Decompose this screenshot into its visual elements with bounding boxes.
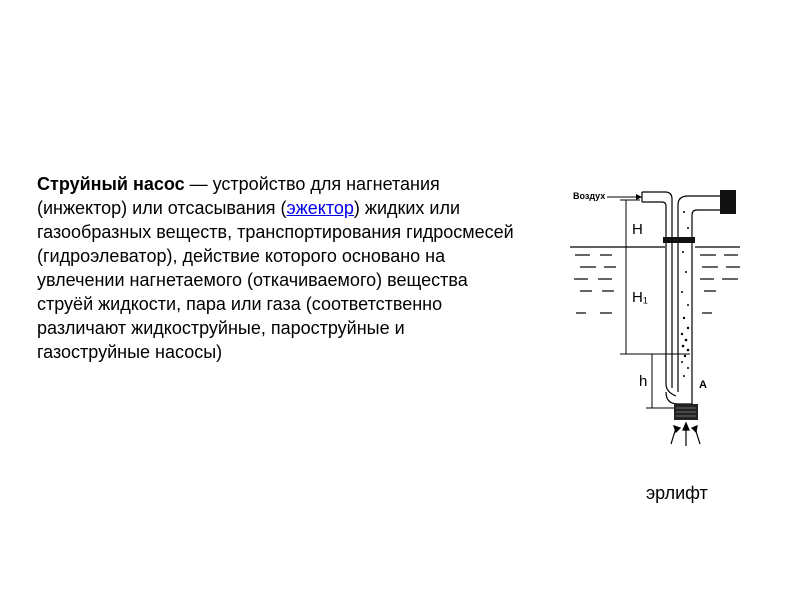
- label-H: H: [632, 221, 643, 238]
- figure-caption: эрлифт: [646, 483, 708, 503]
- dimension-lines: [620, 200, 690, 408]
- definition-paragraph: [37, 172, 522, 364]
- inflow-arrows: [671, 423, 700, 446]
- outlet-cap: [720, 190, 736, 214]
- definition-text-end: ) жидких или газообразных веществ, транспортирования гидросмесей (гидроэлеватор), действие которого основано на увлечении нагнетаемого (откачиваемого) вещества струёй жидкости, пара или газа (соответственно различают жидкоструйные, пароструйные и газоструйные насосы): [37, 198, 514, 362]
- airlift-diagram: [560, 180, 760, 450]
- air-label: Воздух: [573, 191, 606, 201]
- definition-text-start: — устройство для нагнетания (инжектор) или отсасывания (: [37, 174, 440, 218]
- lift-pipe: [666, 196, 722, 404]
- air-arrow-head: [636, 194, 642, 200]
- term-title: Струйный насос: [37, 174, 185, 194]
- pipe-collar: [663, 237, 695, 243]
- label-A: A: [699, 379, 707, 391]
- label-h: h: [639, 373, 648, 390]
- air-bubbles: [681, 211, 690, 377]
- water-surface: [570, 247, 740, 313]
- label-H1: H₁: [632, 289, 648, 306]
- ejector-link[interactable]: эжектор: [286, 198, 354, 218]
